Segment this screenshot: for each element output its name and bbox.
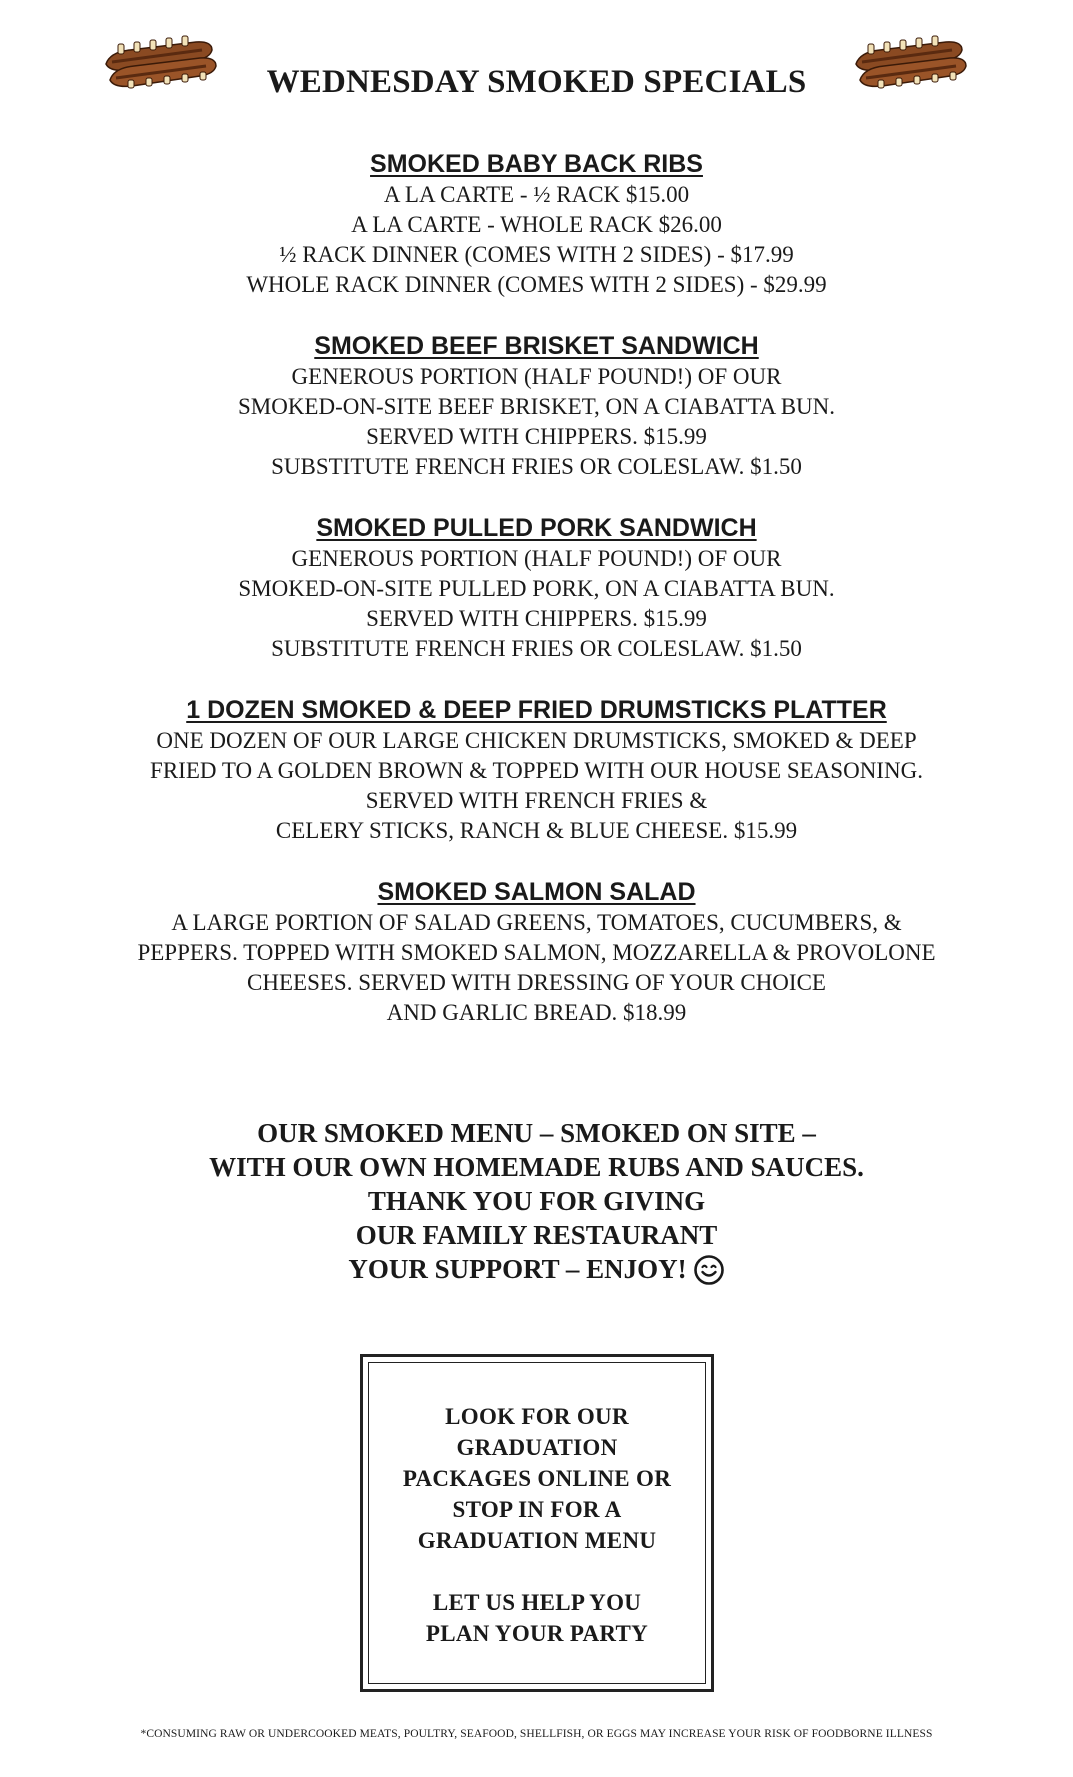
- menu-line: SUBSTITUTE FRENCH FRIES OR COLESLAW. $1.50: [271, 454, 802, 479]
- graduation-line: PACKAGES ONLINE OR: [402, 1466, 672, 1491]
- menu-sections: [0, 148, 1073, 1058]
- page-title: WEDNESDAY SMOKED SPECIALS: [266, 64, 807, 100]
- menu-section-pulled-pork: [0, 512, 1073, 664]
- section-heading: SMOKED PULLED PORK SANDWICH: [316, 514, 757, 542]
- menu-line: SMOKED-ON-SITE PULLED PORK, ON A CIABATTA BUN.: [238, 576, 835, 601]
- section-heading: 1 DOZEN SMOKED & DEEP FRIED DRUMSTICKS PLATTER: [186, 696, 887, 724]
- menu-line: GENEROUS PORTION (HALF POUND!) OF OUR: [291, 546, 782, 571]
- menu-line: CHEESES. SERVED WITH DRESSING OF YOUR CHOICE: [247, 970, 826, 995]
- health-disclaimer: *CONSUMING RAW OR UNDERCOOKED MEATS, POULTRY, SEAFOOD, SHELLFISH, OR EGGS MAY INCREASE YOUR RISK OF FOODBORNE ILLNESS: [140, 1728, 933, 1740]
- menu-line: ½ RACK DINNER (COMES WITH 2 SIDES) - $17.99: [279, 242, 794, 267]
- menu-line: SUBSTITUTE FRENCH FRIES OR COLESLAW. $1.50: [271, 636, 802, 661]
- closing-line: THANK YOU FOR GIVING: [367, 1186, 706, 1216]
- graduation-spacer: [369, 1556, 705, 1587]
- menu-section-ribs: [0, 148, 1073, 300]
- closing-line-last: [0, 1252, 1073, 1286]
- ribs-icon: [850, 24, 970, 90]
- menu-line: A LA CARTE - WHOLE RACK $26.00: [351, 212, 722, 237]
- section-heading: SMOKED BEEF BRISKET SANDWICH: [314, 332, 759, 360]
- menu-section-brisket: [0, 330, 1073, 482]
- closing-line: YOUR SUPPORT – ENJOY!: [348, 1254, 687, 1284]
- menu-line: PEPPERS. TOPPED WITH SMOKED SALMON, MOZZARELLA & PROVOLONE: [137, 940, 936, 965]
- menu-section-salmon-salad: [0, 876, 1073, 1028]
- graduation-line: GRADUATION MENU: [417, 1528, 657, 1553]
- menu-line: A LARGE PORTION OF SALAD GREENS, TOMATOES, CUCUMBERS, &: [171, 910, 902, 935]
- page-header: [0, 22, 1073, 112]
- graduation-line: LET US HELP YOU: [432, 1590, 642, 1615]
- graduation-line: PLAN YOUR PARTY: [425, 1621, 649, 1646]
- menu-line: A LA CARTE - ½ RACK $15.00: [383, 182, 690, 207]
- smiley-face-icon: [693, 1254, 725, 1286]
- menu-line: SERVED WITH FRENCH FRIES &: [365, 788, 708, 813]
- menu-line: GENEROUS PORTION (HALF POUND!) OF OUR: [291, 364, 782, 389]
- menu-line: SERVED WITH CHIPPERS. $15.99: [366, 424, 707, 449]
- menu-line: SERVED WITH CHIPPERS. $15.99: [366, 606, 707, 631]
- closing-message: [0, 1116, 1073, 1286]
- closing-line: WITH OUR OWN HOMEMADE RUBS AND SAUCES.: [209, 1152, 864, 1182]
- closing-line: OUR FAMILY RESTAURANT: [355, 1220, 718, 1250]
- graduation-line: STOP IN FOR A: [452, 1497, 622, 1522]
- graduation-box: [360, 1354, 714, 1692]
- menu-line: SMOKED-ON-SITE BEEF BRISKET, ON A CIABATTA BUN.: [237, 394, 836, 419]
- graduation-line: GRADUATION: [456, 1435, 618, 1460]
- menu-line: CELERY STICKS, RANCH & BLUE CHEESE. $15.99: [275, 818, 798, 843]
- menu-line: WHOLE RACK DINNER (COMES WITH 2 SIDES) - $29.99: [246, 272, 827, 297]
- menu-line: FRIED TO A GOLDEN BROWN & TOPPED WITH OUR HOUSE SEASONING.: [150, 758, 923, 783]
- section-heading: SMOKED BABY BACK RIBS: [370, 150, 703, 178]
- section-heading: SMOKED SALMON SALAD: [377, 878, 696, 906]
- graduation-line: LOOK FOR OUR: [445, 1404, 629, 1429]
- menu-line: AND GARLIC BREAD. $18.99: [386, 1000, 687, 1025]
- menu-section-drumsticks: [0, 694, 1073, 846]
- graduation-box-inner: [368, 1362, 706, 1684]
- menu-line: ONE DOZEN OF OUR LARGE CHICKEN DRUMSTICKS, SMOKED & DEEP: [156, 728, 917, 753]
- closing-line: OUR SMOKED MENU – SMOKED ON SITE –: [257, 1118, 816, 1148]
